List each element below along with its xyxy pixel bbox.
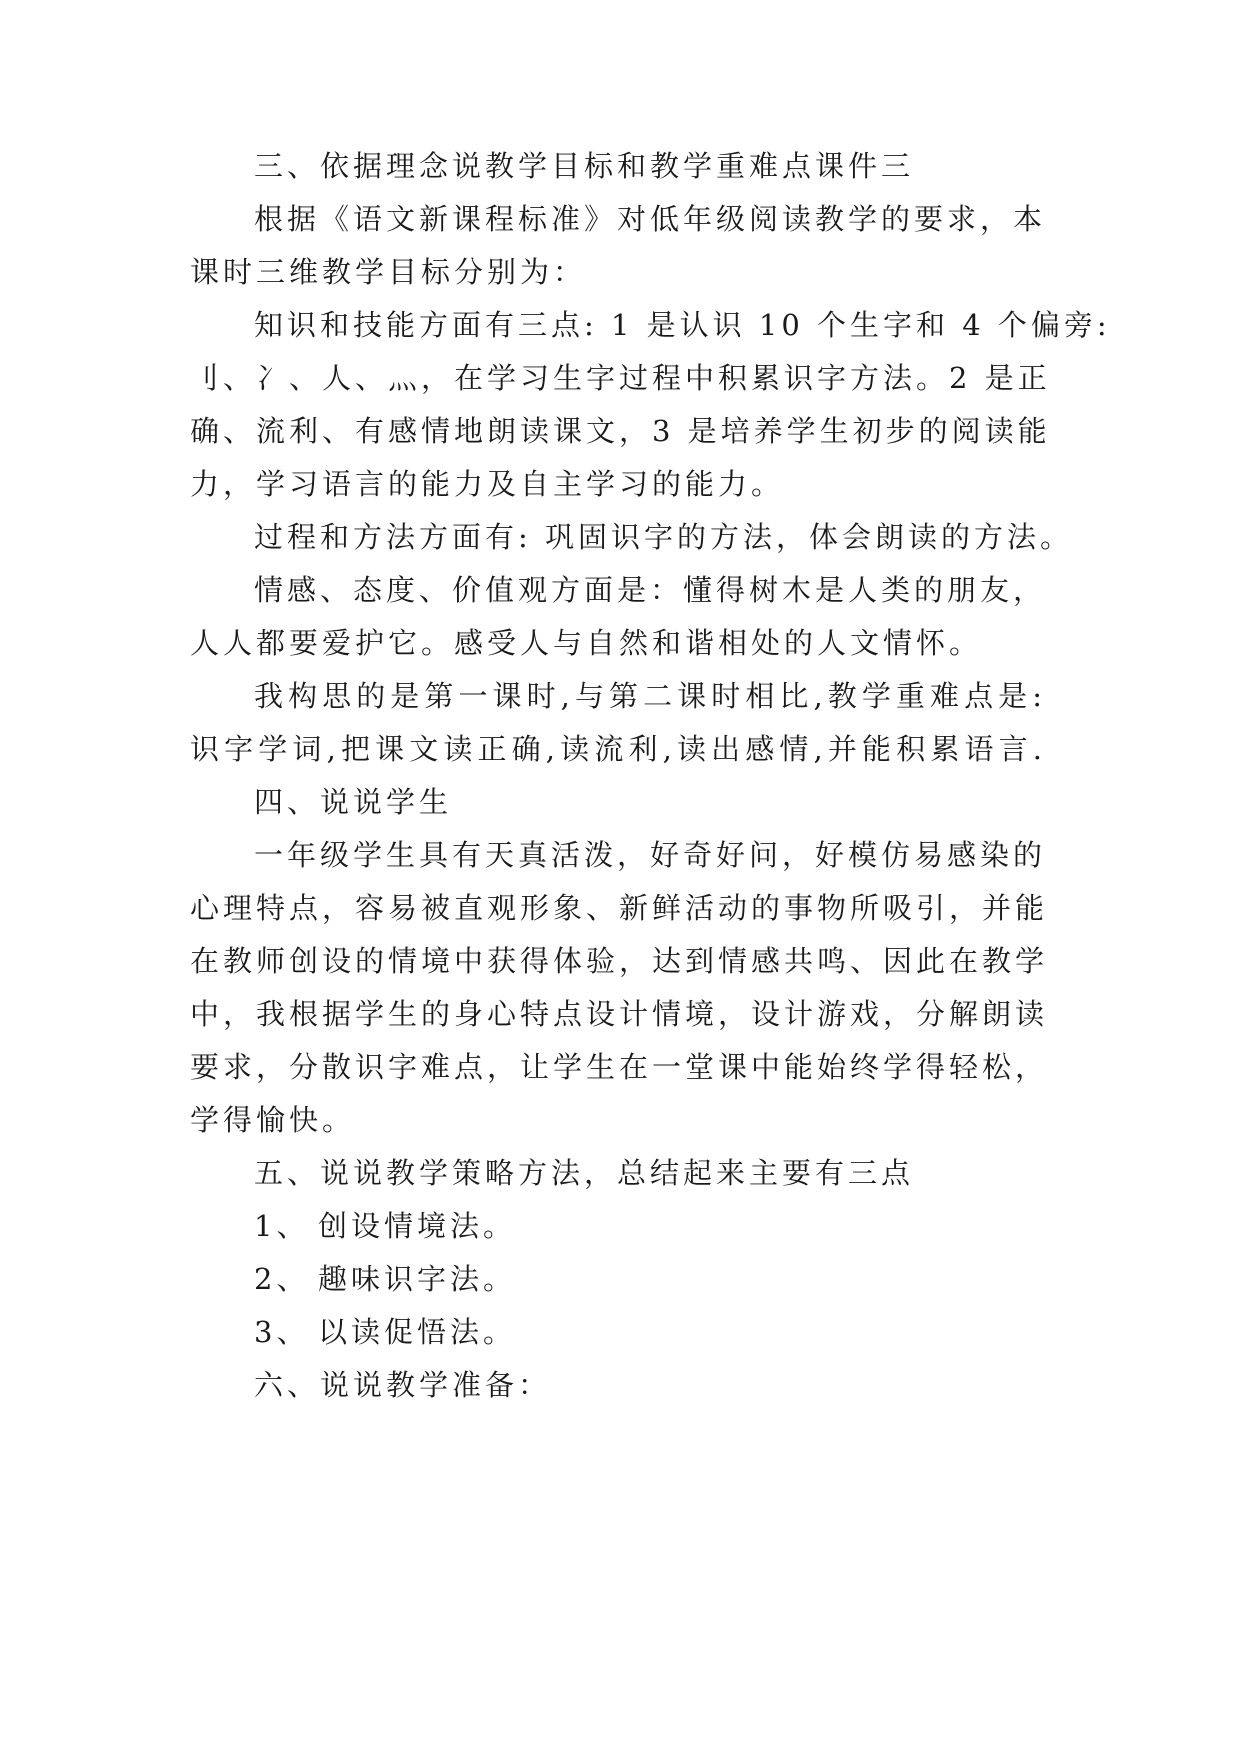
section-heading-5: 五、说说教学策略方法，总结起来主要有三点 — [254, 1156, 915, 1190]
list-item-text: 趣味识字法。 — [318, 1262, 517, 1296]
list-item — [254, 1261, 516, 1297]
section-heading-4: 四、说说学生 — [254, 785, 453, 819]
paragraph-line: 根据《语文新课程标准》对低年级阅读教学的要求，本 — [254, 202, 1047, 236]
section-heading-6: 六、说说教学准备： — [254, 1368, 552, 1402]
paragraph-line: 识字学词,把课文读正确,读流利,读出感情,并能积累语言. — [190, 732, 1046, 766]
paragraph-line: 课时三维教学目标分别为： — [190, 255, 587, 289]
list-item-number: 2、 — [254, 1262, 310, 1296]
list-item-number: 3、 — [254, 1315, 310, 1349]
list-item-number: 1、 — [254, 1209, 310, 1243]
paragraph-line: 力，学习语言的能力及自主学习的能力。 — [190, 467, 785, 501]
paragraph-line: 情感、态度、价值观方面是：懂得树木是人类的朋友， — [254, 573, 1047, 607]
paragraph-line: 我构思的是第一课时,与第二课时相比,教学重难点是: — [254, 679, 1046, 713]
paragraph-line: 过程和方法方面有: 巩固识字的方法，体会朗读的方法。 — [254, 520, 1073, 554]
paragraph-line: 确、流利、有感情地朗读课文，3 是培养学生初步的阅读能 — [190, 414, 1051, 448]
list-item — [254, 1208, 516, 1244]
paragraph-line: 在教师创设的情境中获得体验，达到情感共鸣、因此在教学 — [190, 944, 1049, 978]
paragraph-line: 学得愉快。 — [190, 1103, 356, 1137]
paragraph-line: 要求，分散识字难点，让学生在一堂课中能始终学得轻松， — [190, 1050, 1049, 1084]
paragraph-line: 知识和技能方面有三点: 1 是认识 10 个生字和 4 个偏旁: — [254, 308, 1111, 342]
paragraph-line: 中，我根据学生的身心特点设计情境，设计游戏，分解朗读 — [190, 997, 1049, 1031]
list-item — [254, 1314, 516, 1350]
section-heading-3: 三、依据理念说教学目标和教学重难点课件三 — [254, 149, 915, 183]
paragraph-line: 心理特点，容易被直观形象、新鲜活动的事物所吸引，并能 — [190, 891, 1049, 925]
list-item-text: 以读促悟法。 — [318, 1315, 517, 1349]
paragraph-line: 人人都要爱护它。感受人与自然和谐相处的人文情怀。 — [190, 626, 983, 660]
paragraph-line: 一年级学生具有天真活泼，好奇好问，好模仿易感染的 — [254, 838, 1047, 872]
list-item-text: 创设情境法。 — [318, 1209, 517, 1243]
paragraph-line: 刂、冫、人、灬，在学习生字过程中积累识字方法。2 是正 — [190, 361, 1051, 395]
